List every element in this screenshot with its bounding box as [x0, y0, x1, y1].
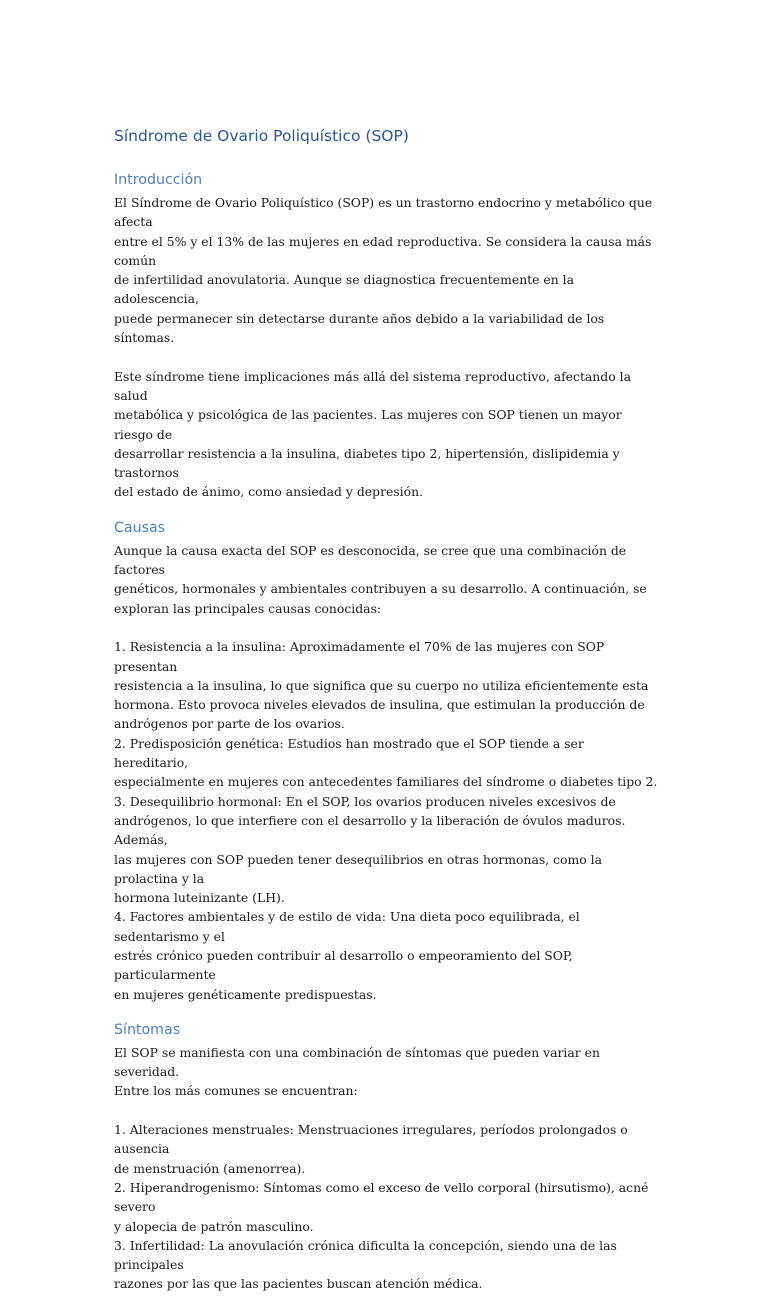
numbered-list: 1. Alteraciones menstruales: Menstruaciones irregulares, períodos prolongados o ausencia de menstruación (amenorrea). 2. Hiperandrogenismo: Síntomas como el exceso de vello corporal (hirsutismo), acné severo y alopecia de patrón masculino. 3. Infertilidad: La anovulación crónica dificulta la concepción, siendo una de las principales razones por las que las pacientes buscan atención médica. [114, 1122, 649, 1292]
paragraph: Este síndrome tiene implicaciones más allá del sistema reproductivo, afectando la salud metabólica y psicológica de las pacientes. Las mujeres con SOP tienen un mayor riesgo de desarrollar resistencia a la insulina, diabetes tipo 2, hipertensión, dislipidemia y trastornos del estado de ánimo, como ansiedad y depresión. [114, 368, 631, 500]
document-content [114, 124, 659, 1310]
numbered-list: 1. Resistencia a la insulina: Aproximadamente el 70% de las mujeres con SOP presentan resistencia a la insulina, lo que significa que su cuerpo no utiliza eficientemente esta hormona. Esto provoca niveles elevados de insulina, que estimulan la producción de andrógenos por parte de los ovarios. 2. Predisposición genética: Estudios han mostrado que el SOP tiende a ser hereditario, especialmente en mujeres con antecedentes familiares del síndrome o diabetes tipo 2. 3. Desequilibrio hormonal: En el SOP, los ovarios producen niveles excesivos de andrógenos, lo que interfiere con el desarrollo y la liberación de óvulos maduros. Además, las mujeres con SOP pueden tener desequilibrios en otras hormonas, como la prolactina y la hormona luteinizante (LH). 4. Factores ambientales y de estilo de vida: Una dieta poco equilibrada, el sedentarismo y el estrés crónico pueden contribuir al desarrollo o empeoramiento del SOP, particularmente en mujeres genéticamente predispuestas. [114, 639, 658, 1002]
document-title: Síndrome de Ovario Poliquístico (SOP) [114, 127, 409, 145]
paragraph-spacer [114, 1101, 659, 1120]
paragraph-spacer [114, 618, 659, 637]
paragraph-spacer [114, 347, 659, 366]
section-sintomas [114, 1020, 659, 1294]
section-causas [114, 518, 659, 1004]
section-heading: Síntomas [114, 1021, 181, 1038]
paragraph: El Síndrome de Ovario Poliquístico (SOP) es un trastorno endocrino y metabólico que afecta entre el 5% y el 13% de las mujeres en edad reproductiva. Se considera la causa más común de infertilidad anovulatoria. Aunque se diagnostica frecuentemente en la adolescencia, puede permanecer sin detectarse durante años debido a la variabilidad de los síntomas. [114, 195, 653, 346]
section-heading: Causas [114, 519, 166, 536]
section-introduccion [114, 170, 659, 502]
paragraph: Aunque la causa exacta del SOP es desconocida, se cree que una combinación de factores genéticos, hormonales y ambientales contribuyen a su desarrollo. A continuación, se exploran las principales causas conocidas: [114, 542, 647, 616]
paragraph: El SOP se manifiesta con una combinación de síntomas que pueden variar en severidad. Entre los más comunes se encuentran: [114, 1044, 600, 1099]
section-heading: Introducción [114, 172, 203, 188]
